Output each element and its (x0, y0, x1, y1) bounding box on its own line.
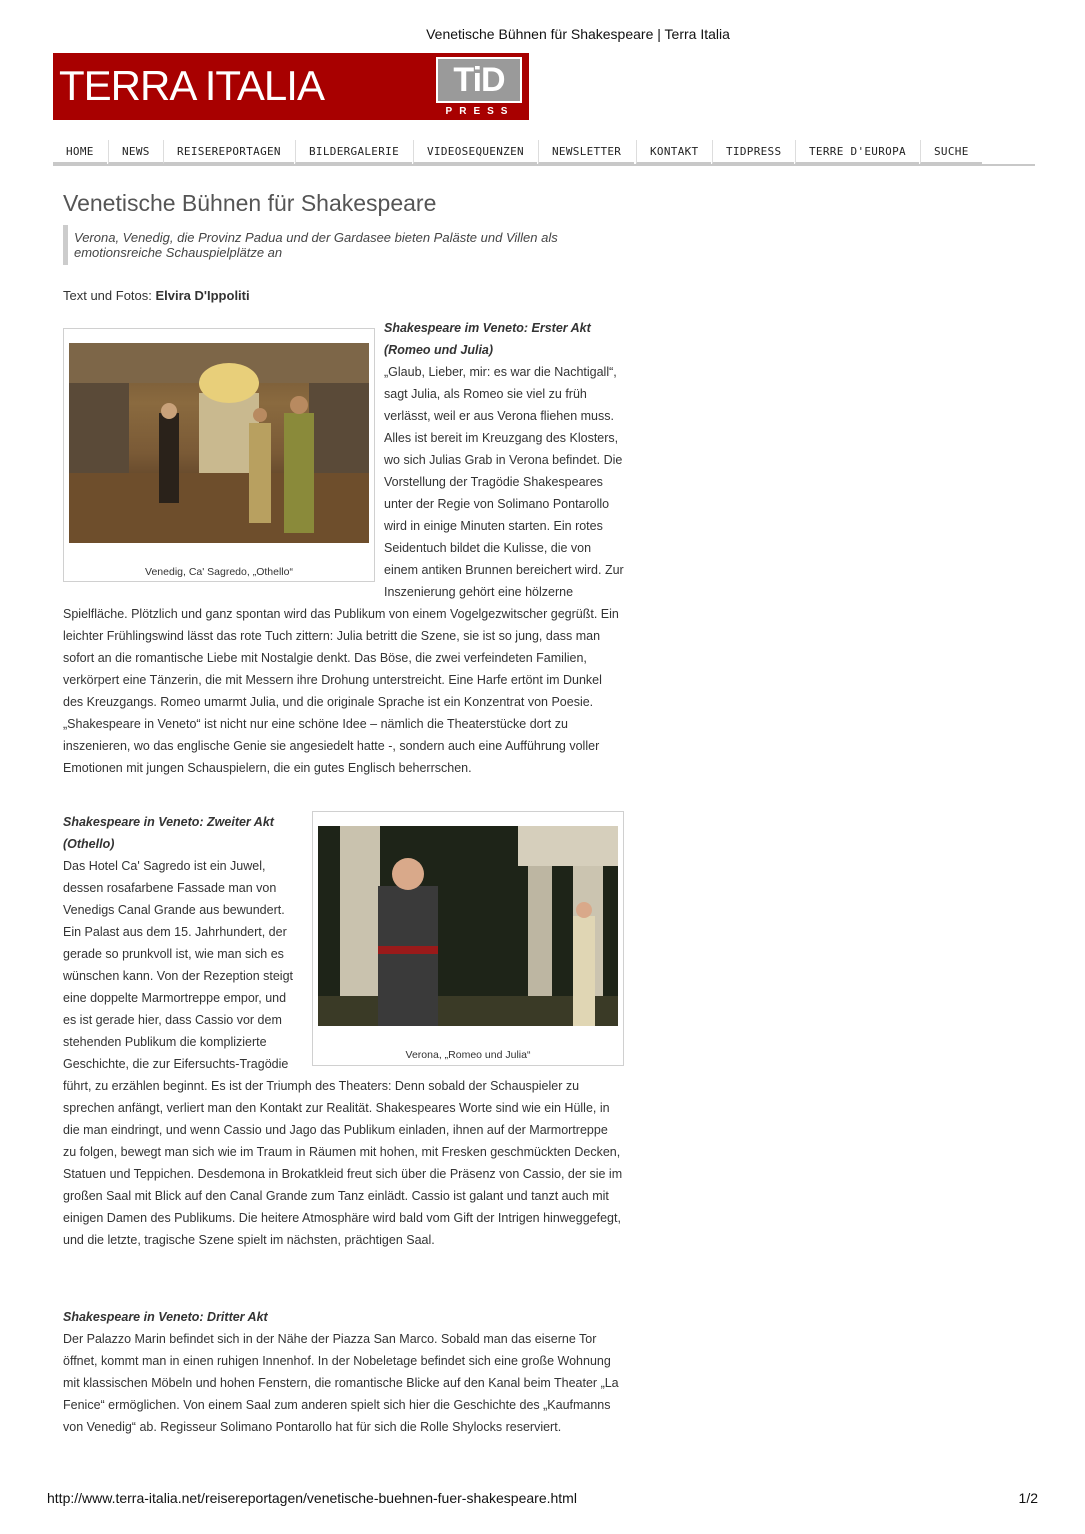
tidpress-logo-icon: TiD (436, 57, 522, 103)
nav-item-bildergalerie[interactable]: BILDERGALERIE (295, 140, 412, 164)
photo-romeo-julia-illustration (318, 826, 618, 1026)
caption-othello: Venedig, Ca' Sagredo, „Othello“ (145, 566, 293, 578)
article-section-1 (63, 317, 624, 779)
tidpress-logo-subtext: PRESS (445, 106, 515, 117)
author-name[interactable]: Elvira D'Ippoliti (155, 288, 250, 303)
logo-text: TERRA ITALIA (59, 62, 324, 109)
figure-romeo-julia (312, 811, 624, 1066)
article-title: Venetische Bühnen für Shakespeare (63, 190, 437, 216)
nav-item-videosequenzen[interactable]: VIDEOSEQUENZEN (413, 140, 537, 164)
nav-item-tidpress[interactable]: TIDPRESS (712, 140, 794, 164)
section3-heading: Shakespeare in Veneto: Dritter Akt (63, 1310, 268, 1324)
nav-item-newsletter[interactable]: NEWSLETTER (538, 140, 634, 164)
nav-item-terre-deuropa[interactable]: TERRE D'EUROPA (795, 140, 919, 164)
nav-item-suche[interactable]: SUCHE (920, 140, 982, 164)
byline-label: Text und Fotos: (63, 288, 156, 303)
site-logo[interactable] (53, 53, 529, 120)
article-byline (63, 288, 250, 303)
article-section-2 (63, 811, 624, 1251)
section2-heading: Shakespeare in Veneto: Zweiter Akt (Othello) (63, 815, 274, 851)
photo-othello-image[interactable] (69, 343, 369, 543)
article-section-3 (63, 1306, 624, 1438)
main-navigation (53, 140, 1035, 166)
figure-othello (63, 328, 375, 582)
article-lead: Verona, Venedig, die Provinz Padua und der Gardasee bieten Paläste und Villen als emotionsreiche Schauspielplätze an (63, 225, 614, 265)
photo-othello-illustration (69, 343, 369, 543)
nav-item-reisereportagen[interactable]: REISEREPORTAGEN (163, 140, 294, 164)
photo-romeo-julia-image[interactable] (318, 826, 618, 1026)
section1-text: „Glaub, Lieber, mir: es war die Nachtigall“, sagt Julia, als Romeo sie viel zu früh verlässt, weil er aus Verona fliehen muss. Alles ist bereit im Kreuzgang des Klosters, wo sich Julias Grab in Verona befindet. Die Vorstellung der Tragödie Shakespeares unter der Regie von Solimano Pontarollo wird in einige Minuten starten. Ein rotes Seidentuch bildet die Kulisse, die von einem antiken Brunnen bereichert wird. Zur Inszenierung gehört eine hölzerne Spielfläche. Plötzlich und ganz spontan wird das Publikum von einem Vogelgezwitscher gegrüßt. Ein leichter Frühlingswind lässt das rote Tuch zittern: Julia betritt die Szene, sie ist so jung, dass man sofort an die romantische Liebe mit Nostalgie denkt. Das Böse, die zwei verfeindeten Familien, verkörpert eine Tänzerin, die mit Messern ihre Drohung unterstreicht. Eine Harfe ertönt im Dunkel des Kreuzgangs. Romeo umarmt Julia, und die originale Sprache ist ein Konzentrat von Poesie. „Shakespeare in Veneto“ ist nicht nur eine schöne Idee – nämlich die Theaterstücke dort zu inszenieren, wo das englische Genie sie angesiedelt hatte -, sondern auch eine Aufführung voller Emotionen mit jungen Schauspielern, die ein gutes Englisch beherrschen. (63, 365, 624, 775)
print-header-title: Venetische Bühnen für Shakespeare | Terra Italia (426, 26, 730, 42)
nav-item-kontakt[interactable]: KONTAKT (636, 140, 711, 164)
nav-item-home[interactable]: HOME (53, 140, 107, 164)
nav-item-news[interactable]: NEWS (108, 140, 163, 164)
section2-text: Das Hotel Ca' Sagredo ist ein Juwel, dessen rosafarbene Fassade man von Venedigs Canal Grande aus bewundert. Ein Palast aus dem 15. Jahrhundert, der gerade so prunkvoll ist, wie man sich es wünschen kann. Von der Rezeption steigt eine doppelte Marmortreppe empor, und es ist gerade hier, dass Cassio vor dem stehenden Publikum die komplizierte Geschichte, die zur Eifersuchts-Tragödie führt, zu erzählen beginnt. Es ist der Triumph des Theaters: Denn sobald der Schauspieler zu sprechen anfängt, verliert man den Kontakt zur Realität. Shakespeares Worte sind wie ein Hülle, in die man eindringt, und wenn Cassio und Jago das Publikum einladen, ihnen auf der Marmortreppe zu folgen, bewegt man sich wie im Traum in Räumen mit hohen, mit Fresken geschmückten Decken, Statuen und Teppichen. Desdemona in Brokatkleid freut sich über die Präsenz von Cassio, der sie im großen Saal mit Blick auf den Canal Grande zum Tanz einlädt. Cassio ist galant und tanzt auch mit einigen Damen des Publikums. Die heitere Atmosphäre wird bald vom Gift der Intrigen hinweggefegt, und die letzte, tragische Szene spielt im nächsten, prächtigen Saal. (63, 859, 623, 1247)
section1-heading: Shakespeare im Veneto: Erster Akt (Romeo und Julia) (384, 321, 591, 357)
print-footer-url: http://www.terra-italia.net/reisereportagen/venetische-buehnen-fuer-shakespeare.html (47, 1490, 577, 1506)
section3-text: Der Palazzo Marin befindet sich in der Nähe der Piazza San Marco. Sobald man das eiserne Tor öffnet, kommt man in einen ruhigen Innenhof. In der Nobeletage befindet sich eine große Wohnung mit klassischen Möbeln und hohen Fenstern, die romantische Blicke auf den Kanal beim Theater „La Fenice“ ermöglichen. Von einem Saal zum anderen spielt sich hier die Geschichte des „Kaufmanns von Venedig“ ab. Regisseur Solimano Pontarollo hat für sich die Rolle Shylocks reserviert. (63, 1332, 619, 1434)
print-footer-page-number: 1/2 (1018, 1490, 1038, 1506)
caption-romeo-julia: Verona, „Romeo und Julia“ (405, 1049, 531, 1061)
